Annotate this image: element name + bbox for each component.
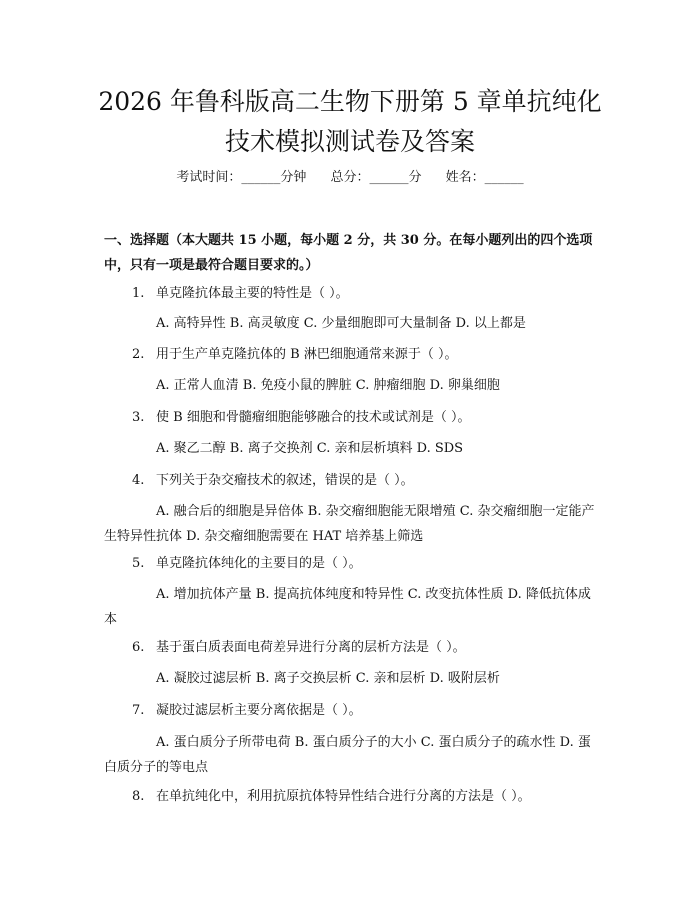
question-number: 7. [132,703,145,718]
exam-info-line [0,168,700,188]
question-text: 下列关于杂交瘤技术的叙述，错误的是（ ）。 [156,473,414,488]
total-score-field: 总分：______分 [330,170,422,185]
question-options: A. 增加抗体产量 B. 提高抗体纯度和特异性 C. 改变抗体性质 D. 降低抗体成本 [104,587,591,627]
question-stem [104,342,600,367]
question-number: 5. [132,556,145,571]
question-stem [104,405,600,430]
section-heading: 一、选择题（本大题共 15 小题，每小题 2 分，共 30 分。在每小题列出的四个选项中，只有一项是最符合题目要求的。） [104,233,593,273]
question-stem [104,551,600,576]
question-text: 用于生产单克隆抗体的 B 淋巴细胞通常来源于（ ）。 [156,347,458,362]
question-stem [104,281,600,306]
question-number: 3. [132,410,145,425]
question-text: 单克隆抗体最主要的特性是（ ）。 [156,286,349,301]
question-stem [104,698,600,723]
question-text: 基于蛋白质表面电荷差异进行分离的层析方法是（ ）。 [156,640,466,655]
question-stem [104,635,600,660]
question-number: 6. [132,640,145,655]
title-line-1: 2026 年鲁科版高二生物下册第 5 章单抗纯化 [98,87,602,116]
question-options: A. 凝胶过滤层析 B. 离子交换层析 C. 亲和层析 D. 吸附层析 [156,671,500,686]
question-options: A. 融合后的细胞是异倍体 B. 杂交瘤细胞能无限增殖 C. 杂交瘤细胞一定能产生特异性抗体 D. 杂交瘤细胞需要在 HAT 培养基上筛选 [104,504,595,544]
question-options: A. 聚乙二醇 B. 离子交换剂 C. 亲和层析填料 D. SDS [156,441,464,456]
question-stem [104,784,600,809]
question-number: 1. [132,286,145,301]
name-field: 姓名：______ [445,170,524,185]
question-number: 2. [132,347,145,362]
question-text: 使 B 细胞和骨髓瘤细胞能够融合的技术或试剂是（ ）。 [156,410,471,425]
question-options: A. 蛋白质分子所带电荷 B. 蛋白质分子的大小 C. 蛋白质分子的疏水性 D. 蛋白质分子的等电点 [104,735,591,775]
question-text: 凝胶过滤层析主要分离依据是（ ）。 [156,703,362,718]
document-title [60,82,640,162]
question-options: A. 高特异性 B. 高灵敏度 C. 少量细胞即可大量制备 D. 以上都是 [156,316,526,331]
exam-time-field: 考试时间：______分钟 [176,170,307,185]
question-text: 单克隆抗体纯化的主要目的是（ ）。 [156,556,362,571]
question-options: A. 正常人血清 B. 免疫小鼠的脾脏 C. 肿瘤细胞 D. 卵巢细胞 [156,378,500,393]
question-stem [104,468,600,493]
question-number: 8. [132,789,145,804]
question-number: 4. [132,473,145,488]
question-text: 在单抗纯化中，利用抗原抗体特异性结合进行分离的方法是（ ）。 [156,789,531,804]
title-line-2: 技术模拟测试卷及答案 [224,127,475,156]
